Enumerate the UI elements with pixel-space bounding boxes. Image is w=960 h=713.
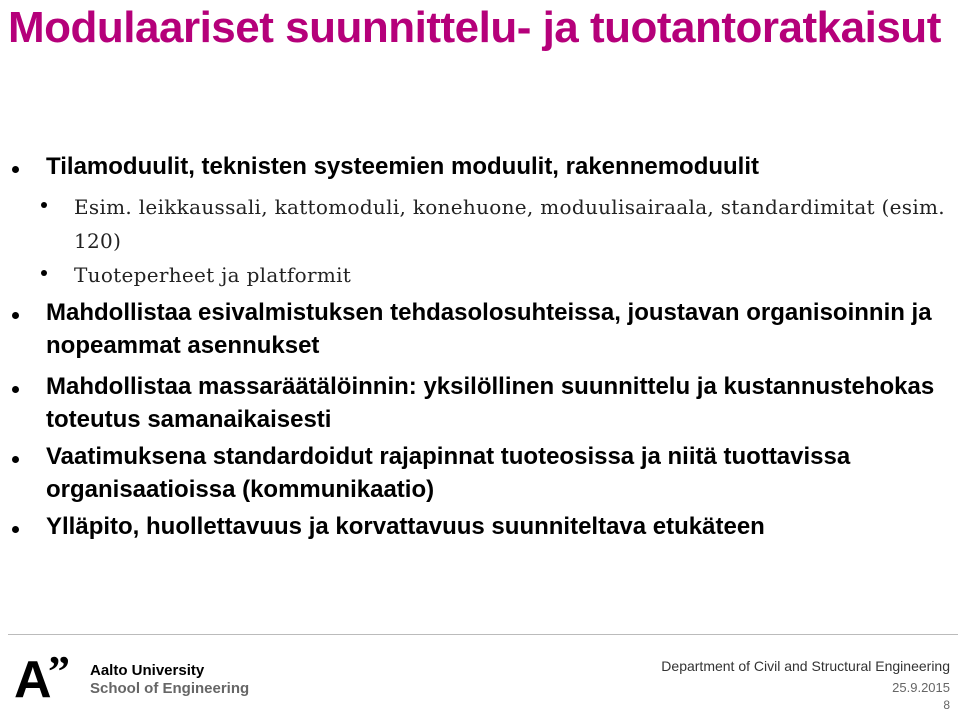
bullet-dot-icon bbox=[12, 386, 19, 393]
bullet-text: Tilamoduulit, teknisten systeemien moduulit, rakennemoduulit bbox=[46, 153, 760, 180]
department-name: Department of Civil and Structural Engineering bbox=[661, 658, 950, 674]
bullet-dot-icon bbox=[41, 202, 47, 208]
bullet-text: Mahdollistaa esivalmistuksen tehdasolosuhteissa, joustavan organisoinnin ja nopeammat asennukset bbox=[46, 299, 932, 359]
bullet-dot-icon bbox=[41, 270, 47, 276]
slide-title: Modulaariset suunnittelu- ja tuotantoratkaisut bbox=[8, 3, 941, 52]
bullet-dot-icon bbox=[12, 456, 19, 463]
bullet-text: Ylläpito, huollettavuus ja korvattavuus suunniteltava etukäteen bbox=[46, 513, 765, 540]
slide-date: 25.9.2015 bbox=[892, 680, 950, 695]
bullet-dot-icon bbox=[12, 526, 19, 533]
bullet-text: Mahdollistaa massaräätälöinnin: yksilöllinen suunnittelu ja kustannustehokas toteutus samanaikaisesti bbox=[46, 373, 935, 433]
bullet-dot-icon bbox=[12, 312, 19, 319]
aalto-a-logo-icon: A bbox=[14, 651, 52, 709]
sub-bullet-text: Esim. leikkaussali, kattomoduli, konehuone, moduulisairaala, standardimitat (esim. 120) bbox=[74, 195, 945, 253]
sub-bullet-text: Tuoteperheet ja platformit bbox=[74, 263, 352, 287]
university-name: Aalto University bbox=[90, 662, 205, 679]
footer-divider bbox=[8, 634, 958, 635]
page-number: 8 bbox=[943, 698, 950, 712]
school-name: School of Engineering bbox=[90, 680, 250, 697]
bullet-dot-icon bbox=[12, 166, 19, 173]
bullet-text: Vaatimuksena standardoidut rajapinnat tuoteosissa ja niitä tuottavissa organisaatioissa (kommunikaatio) bbox=[46, 443, 851, 503]
quote-mark-icon: ” bbox=[48, 647, 70, 696]
